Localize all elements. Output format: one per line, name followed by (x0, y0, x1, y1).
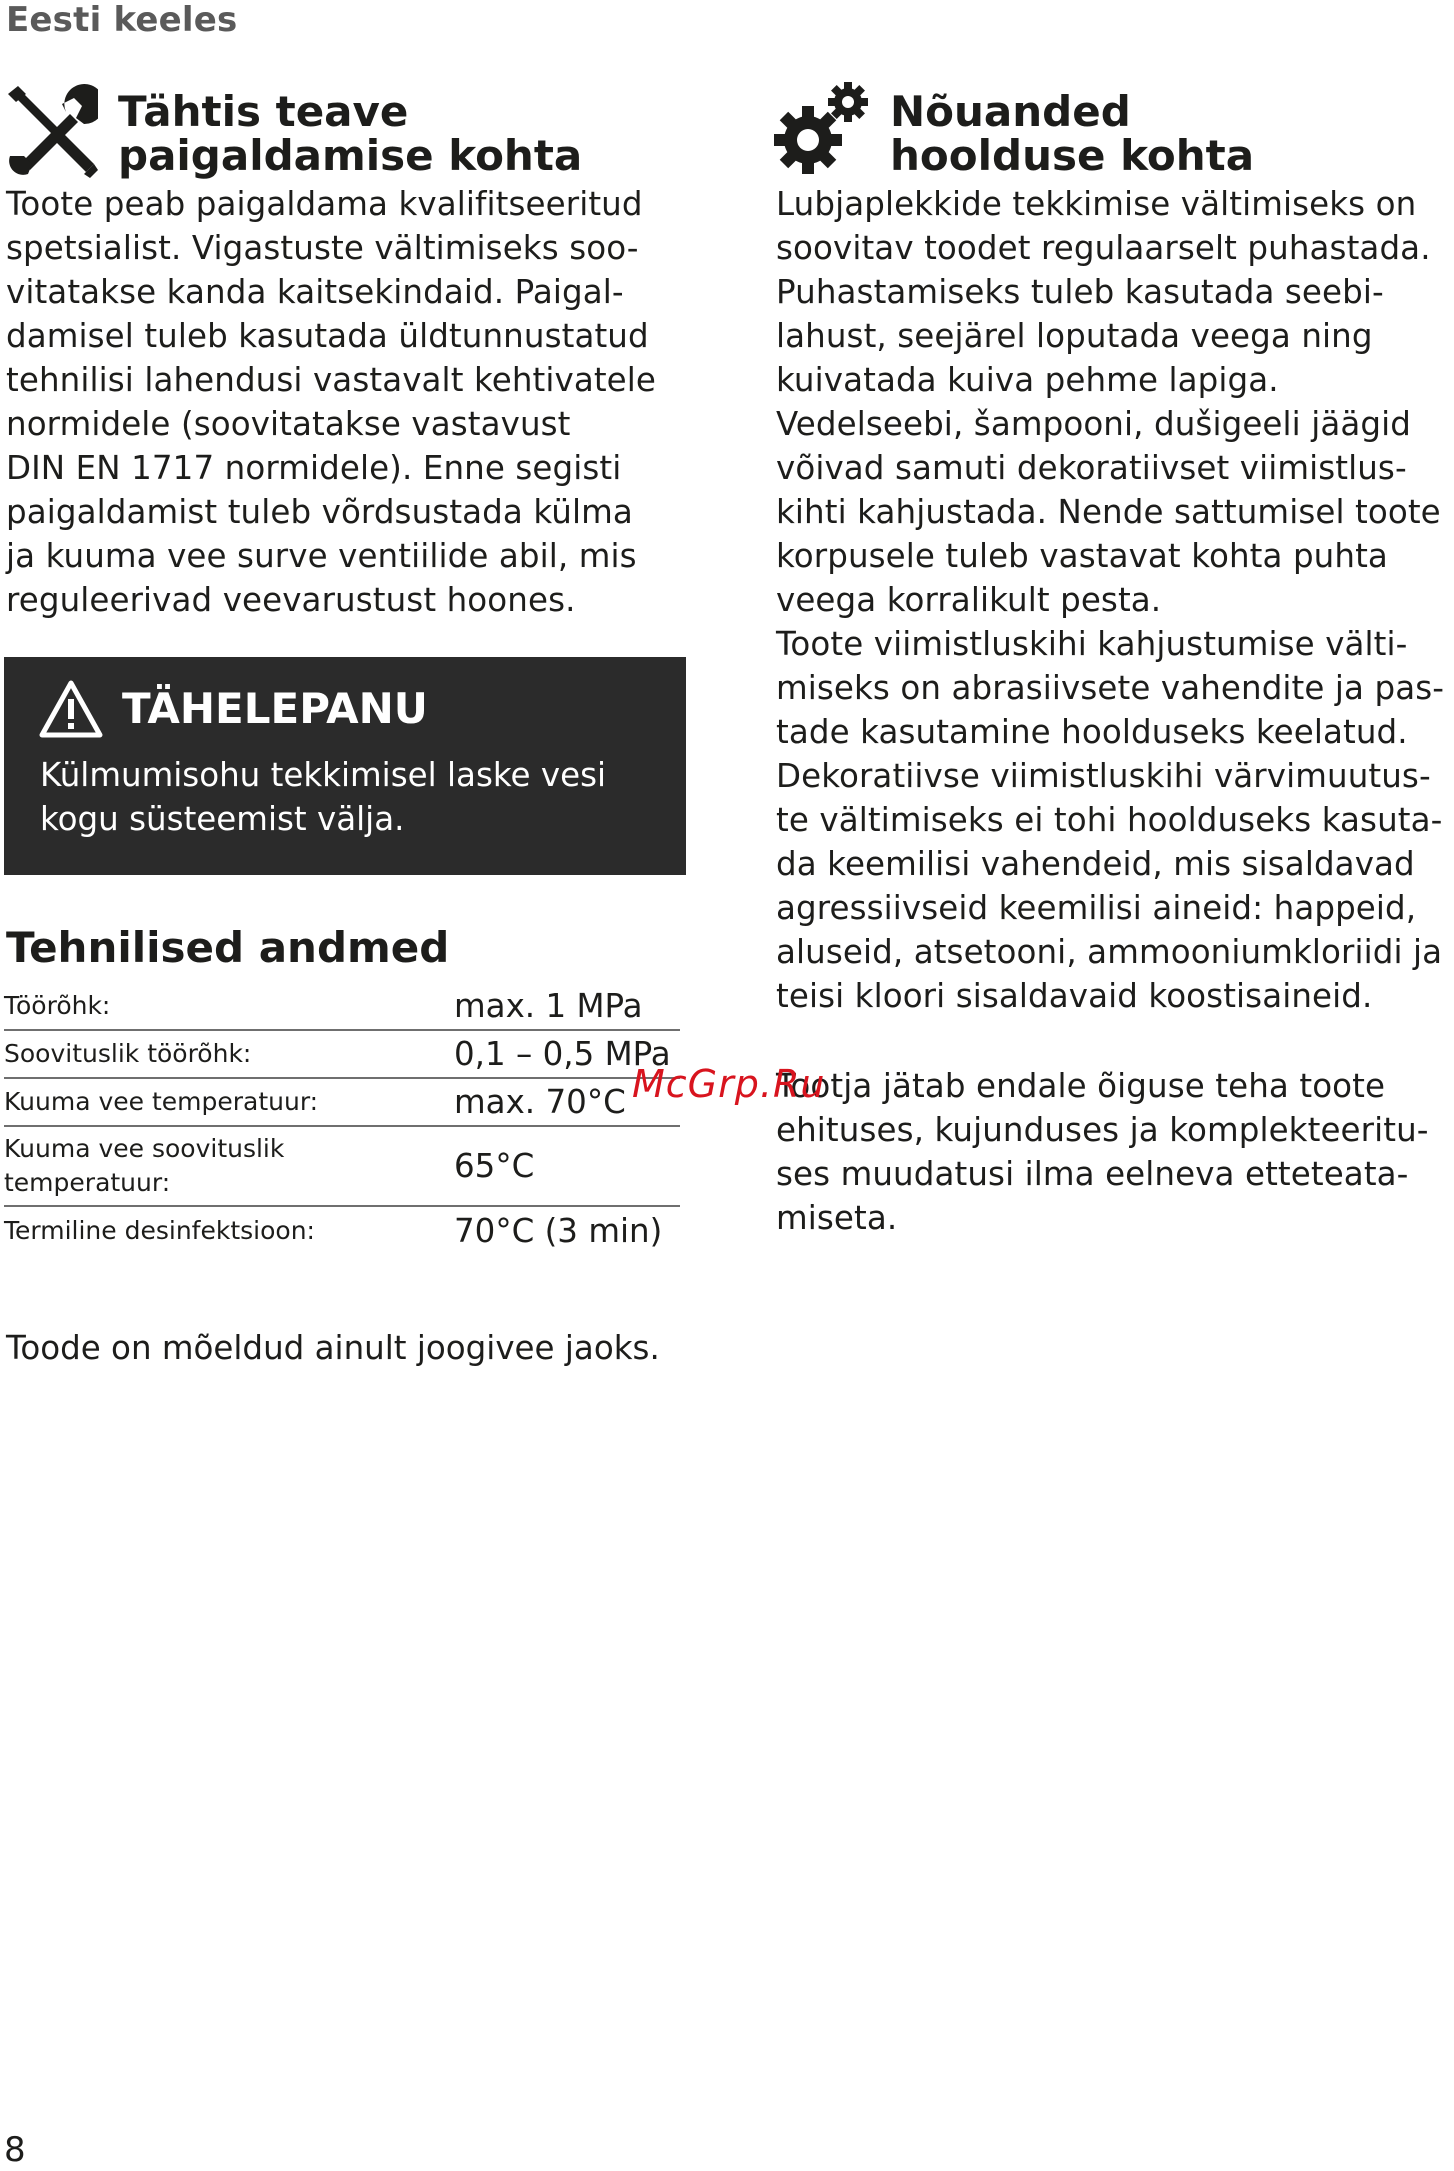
watermark: McGrp.Ru (632, 1062, 826, 1106)
installation-text: Toote peab paigaldama kvalifitseeritud spetsialist. Vigastuste vältimiseks soo- vitatakse kanda kaitsekindaid. Paigal- damisel tuleb kasutada üldtunnustatud tehnilisi lahendusi vastavalt kehtivatele normidele (soovitatakse vastavust DIN EN 1717 normidele). Enne segisti paigaldamist tuleb võrdsustada külma ja kuuma vee surve ventiilide abil, mis reguleerivad veevarustust hoones. (6, 185, 657, 619)
language-label: Eesti keeles (6, 0, 238, 40)
page-number: 8 (4, 2130, 26, 2170)
table-row (4, 1126, 680, 1206)
specs-table (4, 982, 680, 1254)
specs-title: Tehnilised andmed (6, 923, 450, 972)
table-row (4, 982, 680, 1030)
warning-box (4, 657, 686, 875)
spec-label: Termiline desinfektsioon: (4, 1215, 315, 1245)
spec-value: 65°C (454, 1147, 535, 1185)
spec-label: Soovituslik töörõhk: (4, 1039, 252, 1068)
warning-text: Külmumisohu tekkimisel laske vesi kogu süsteemist välja. (40, 756, 607, 838)
warning-title: TÄHELEPANU (122, 684, 428, 733)
spec-value: 70°C (3 min) (454, 1211, 663, 1250)
spec-value: max. 70°C (454, 1083, 626, 1121)
installation-title-line1: Tähtis teave (118, 87, 409, 136)
warning-triangle-icon (38, 679, 104, 739)
table-row (4, 1206, 680, 1254)
table-row (4, 1078, 680, 1126)
maintenance-title-line2: hoolduse kohta (890, 131, 1255, 180)
installation-title (118, 87, 583, 180)
spec-label: Töörõhk: (4, 990, 111, 1020)
gears-icon (774, 82, 870, 178)
installation-title-line2: paigaldamise kohta (118, 131, 583, 180)
spec-value: max. 1 MPa (454, 986, 643, 1025)
spec-label: Kuuma vee soovituslik temperatuur: (4, 1134, 285, 1197)
tools-icon (4, 84, 98, 178)
maintenance-title-line1: Nõuanded (890, 87, 1131, 136)
spec-label: Kuuma vee temperatuur: (4, 1087, 319, 1116)
maintenance-text: Lubjaplekkide tekkimise vältimiseks on soovitav toodet regulaarselt puhastada. Puhastamiseks tuleb kasutada seebi- lahust, seejärel loputada veega ning kuivatada kuiva pehme lapiga. Vedelseebi, šampooni, dušigeeli jäägid võivad samuti dekoratiivset viimistlus- kihti kahjustada. Nende sattumisel toote korpusele tuleb vastavat kohta puhta veega korralikult pesta. Toote viimistluskihi kahjustumise välti- miseks on abrasiivsete vahendite ja pas- tade kasutamine hoolduseks keelatud. Dekoratiivse viimistluskihi värvimuutus- te vältimiseks ei tohi hoolduseks kasuta- da keemilisi vahendeid, mis sisaldavad agressiivseid keemilisi aineid: happeid, aluseid, atsetooni, ammooniumkloriidi ja teisi kloori sisaldavaid koostisaineid. (776, 185, 1445, 1015)
drinking-water-note: Toode on mõeldud ainult joogivee jaoks. (6, 1329, 660, 1367)
maintenance-title (890, 87, 1255, 180)
manufacturer-notice: Tootja jätab endale õiguse teha toote ehituses, kujunduses ja komplekteeritu- ses muudatusi ilma eelneva etteteata- miseta. (776, 1067, 1429, 1237)
table-row (4, 1030, 680, 1078)
spec-value: 0,1 – 0,5 MPa (454, 1035, 671, 1073)
